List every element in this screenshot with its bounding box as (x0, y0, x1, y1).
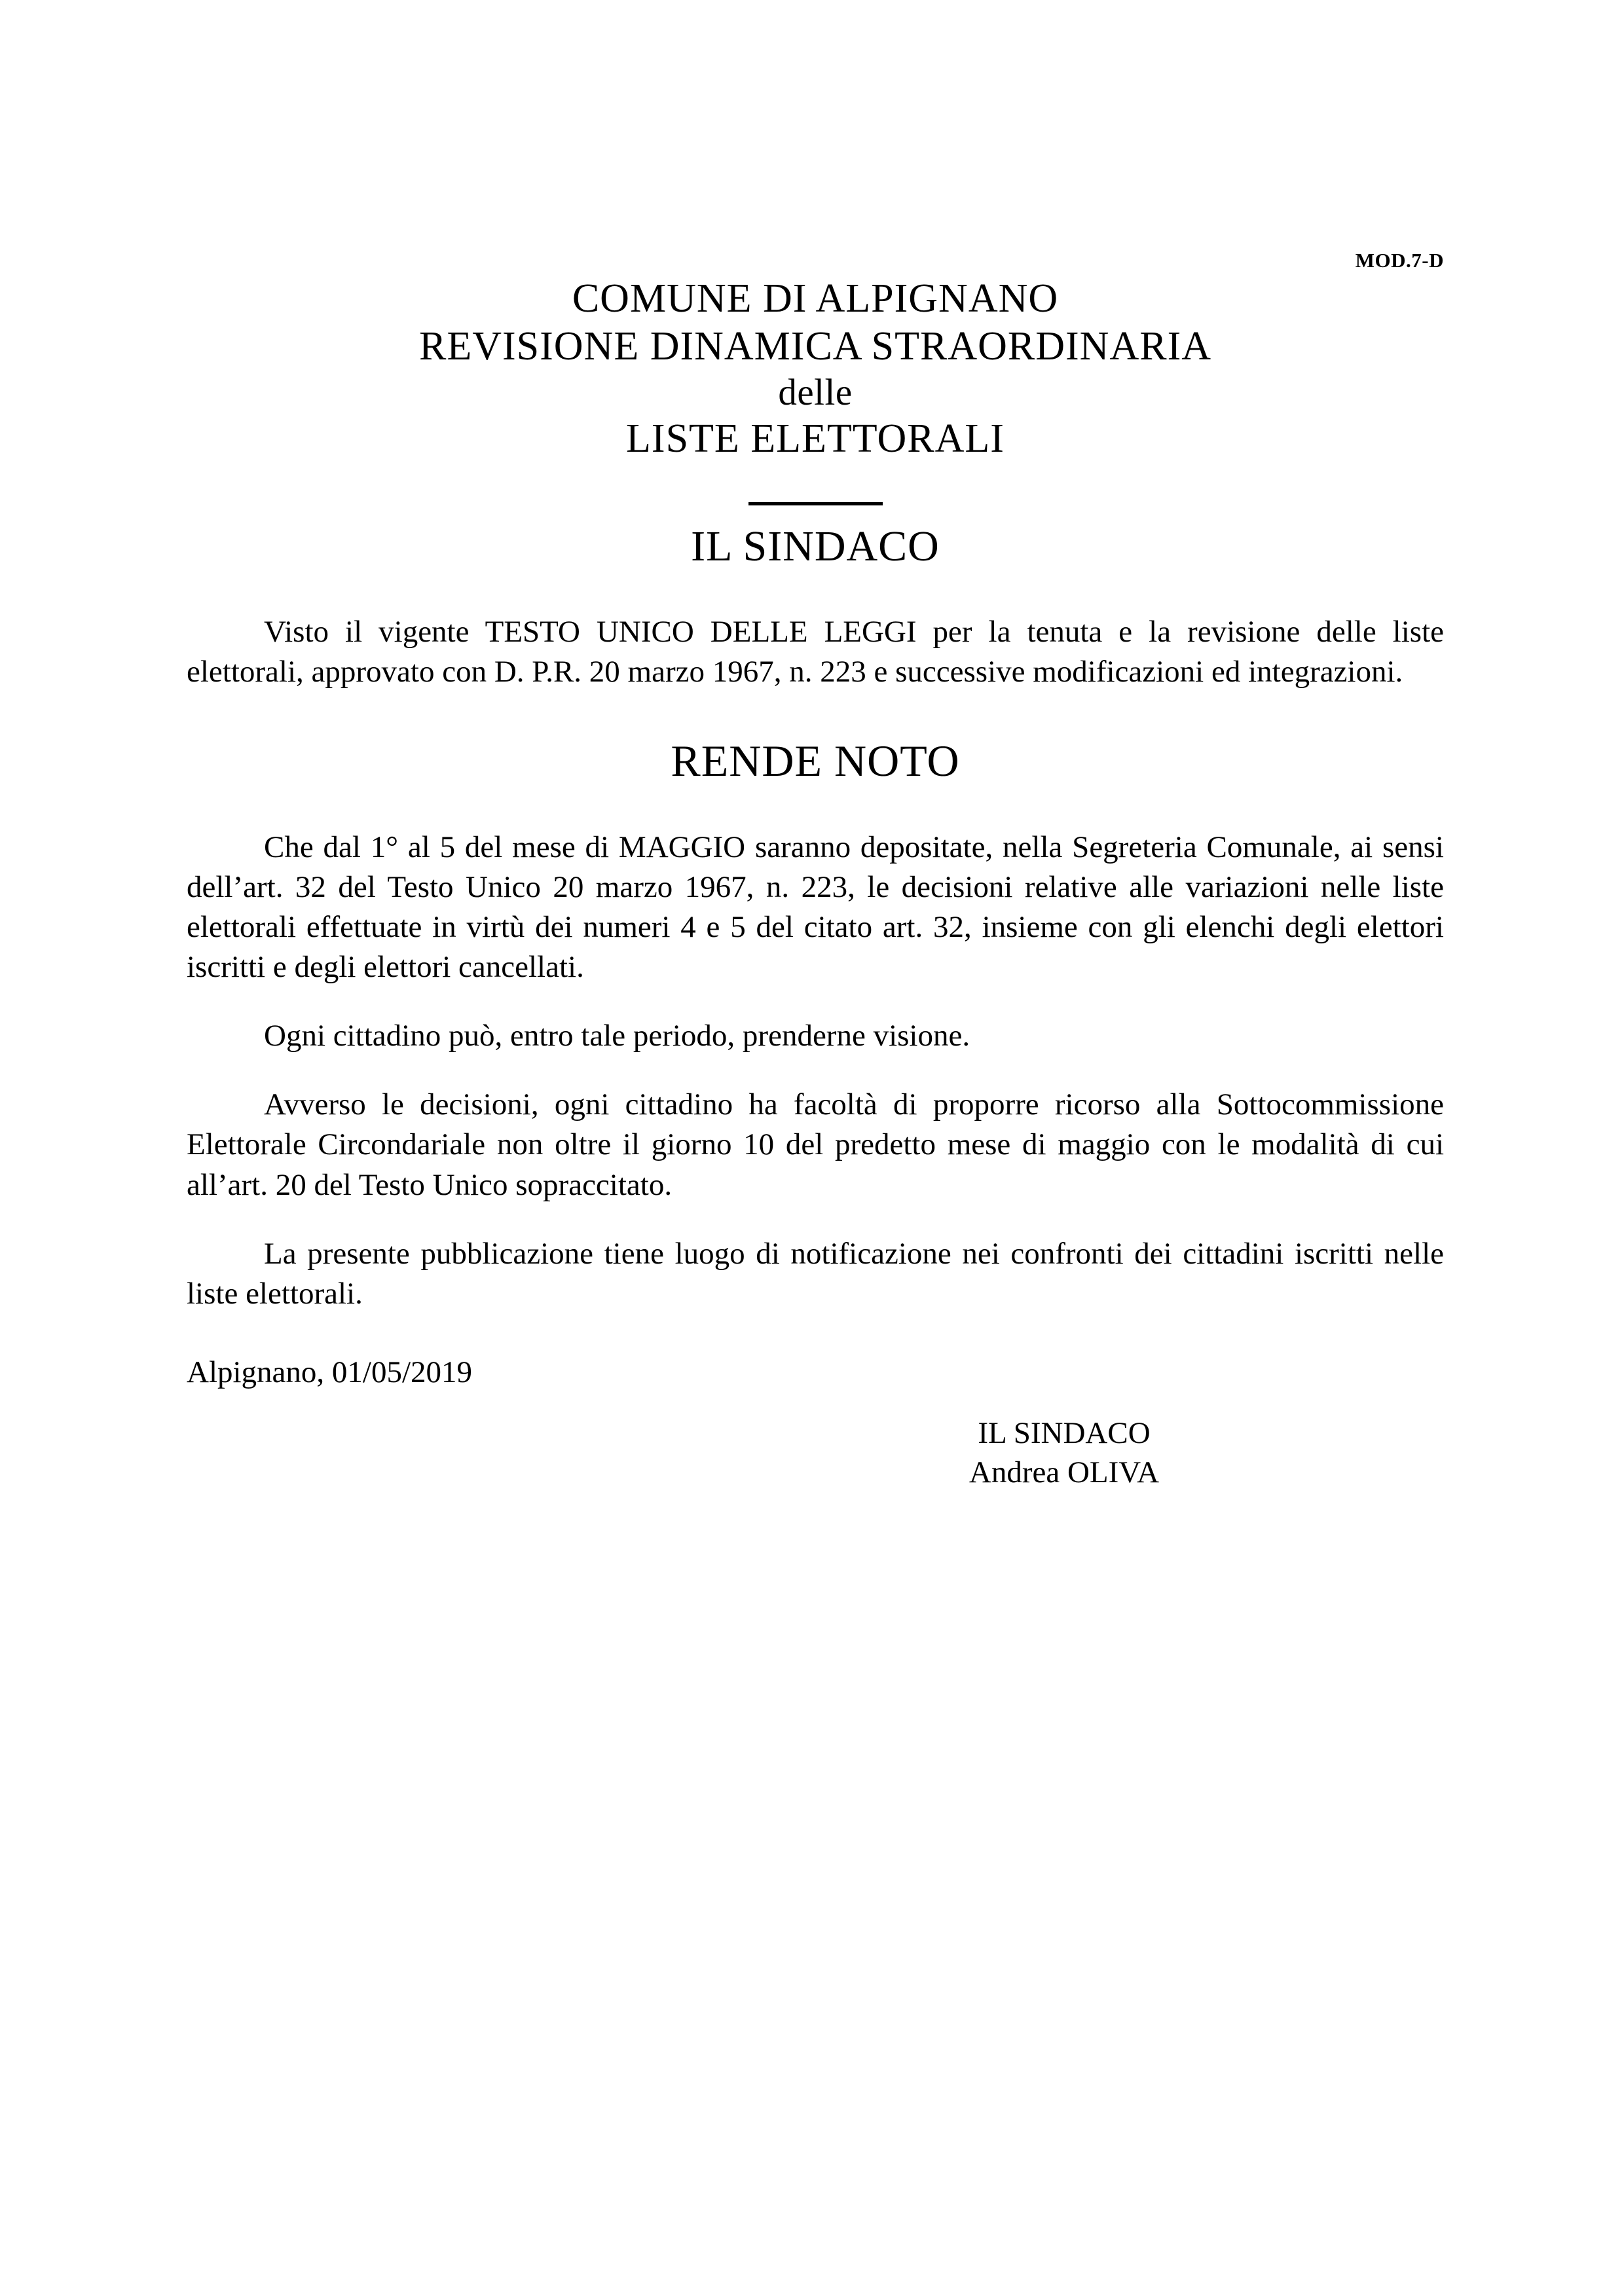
signature-block (187, 1413, 1444, 1492)
heading-il-sindaco: IL SINDACO (691, 522, 940, 570)
spacer (187, 572, 1444, 612)
title-line-2: REVISIONE DINAMICA STRAORDINARIA (419, 324, 1211, 369)
paragraph-ricorso: Avverso le decisioni, ogni cittadino ha facoltà di proporre ricorso alla Sottocommissione Elettorale Circondariale non oltre il giorno 10 del predetto mese di maggio con le modalità di cui all’art. 20 del Testo Unico sopraccitato. (187, 1087, 1444, 1202)
spacer (187, 987, 1444, 1016)
spacer (187, 1056, 1444, 1085)
spacer (187, 793, 1444, 828)
paragraph-deposito: Che dal 1° al 5 del mese di MAGGIO saranno depositate, nella Segreteria Comunale, ai sensi dell’art. 32 del Testo Unico 20 marzo 1967, n. 223, le decisioni relative alle variazioni nelle liste elettorali effettuate in virtù dei numeri 4 e 5 del citato art. 32, insieme con gli elenchi degli elettori iscritti e degli elettori cancellati. (187, 829, 1444, 985)
document-title (187, 236, 1444, 463)
title-line-1: COMUNE DI ALPIGNANO (572, 276, 1059, 321)
heading-rende-noto: RENDE NOTO (671, 735, 960, 786)
title-line-3: delle (778, 372, 853, 414)
signature-name: Andrea OLIVA (969, 1455, 1160, 1489)
place-and-date: Alpignano, 01/05/2019 (187, 1355, 473, 1389)
horizontal-rule (748, 502, 883, 505)
document-body (187, 236, 1444, 1950)
spacer (187, 1492, 1444, 1950)
signature-role: IL SINDACO (978, 1415, 1151, 1450)
title-line-4: LISTE ELETTORALI (626, 416, 1005, 461)
paragraph-visione: Ogni cittadino può, entro tale periodo, prenderne visione. (264, 1019, 970, 1053)
paragraph-notificazione: La presente pubblicazione tiene luogo di notificazione nei confronti dei cittadini iscritti nelle liste elettorali. (187, 1236, 1444, 1311)
divider (187, 497, 1444, 509)
form-code: MOD.7-D (1355, 249, 1444, 272)
premise-paragraph: Visto il vigente TESTO UNICO DELLE LEGGI per la tenuta e la revisione delle liste elettorali, approvato con D. P.R. 20 marzo 1967, n. 223 e successive modificazioni ed integrazioni. (187, 614, 1444, 689)
spacer (187, 1205, 1444, 1234)
